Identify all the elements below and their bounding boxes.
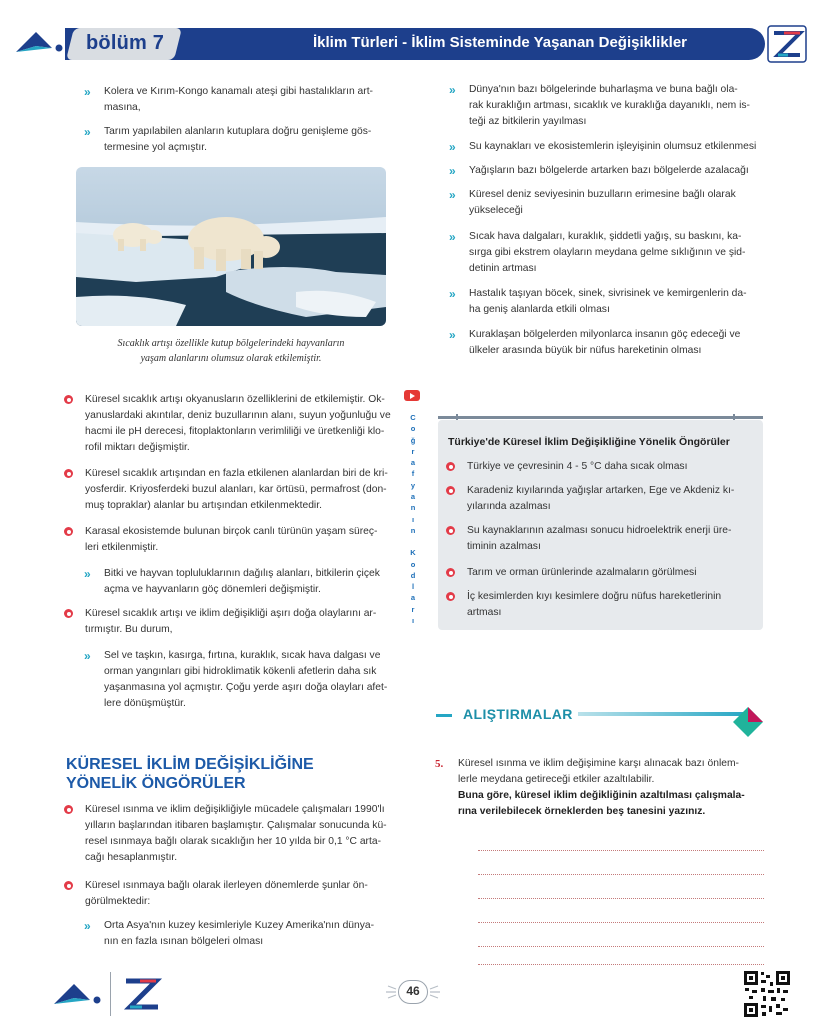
list-item: Küresel sıcaklık artışı okyanusların özelliklerini de etkilemiştir. Ok- yanuslardaki akıntılar, deniz buzullarının alanı, suyun yoğunluğu ve hacmi ile pH derecesi, fitoplaktonların verimliliği ve üretkenliği klo- rofil miktarı değişmiştir. — [85, 392, 391, 456]
answer-line[interactable] — [478, 964, 764, 965]
list-item: » Yağışların bazı bölgelerde artarken bazı bölgelerde azalacağı — [449, 164, 749, 178]
list-item: İç kesimlerden kıyı kesimlere doğru nüfus hareketlerinin artması — [467, 589, 721, 621]
chevron-right-icon: » — [84, 85, 91, 99]
list-item: » Tarım yapılabilen alanların kutuplara doğru genişleme gös- termesine yol açmıştır. — [84, 125, 372, 153]
bullet-icon — [64, 395, 73, 404]
brand-z-icon — [766, 24, 808, 64]
chevron-right-icon: » — [84, 919, 91, 933]
list-item: Küresel sıcaklık artışı ve iklim değişikliği aşırı doğa olaylarını ar- tırmıştır. Bu durum, — [85, 606, 376, 638]
answer-line[interactable] — [478, 898, 764, 899]
list-item: » Dünya'nın bazı bölgelerinde buharlaşma ve buna bağlı ola- rak kuraklığın artması, sıcaklık ve kuraklığa dayanıklı, nem is- teği az bitkilerin yayılması — [449, 83, 750, 127]
list-item: Tarım ve orman ürünlerinde azalmaların görülmesi — [467, 565, 697, 581]
exercise-rule-left — [436, 714, 452, 717]
brand-arrow-icon — [14, 26, 64, 62]
answer-line[interactable] — [478, 922, 764, 923]
section-title: KÜRESEL İKLİM DEĞİŞİKLİĞİNE YÖNELİK ÖNGÖRÜLER — [66, 756, 314, 792]
chevron-right-icon: » — [84, 567, 91, 581]
list-item: » Su kaynakları ve ekosistemlerin işleyişinin olumsuz etkilenmesi — [449, 140, 757, 154]
answer-line[interactable] — [478, 850, 764, 851]
bullet-icon — [64, 527, 73, 536]
vertical-label: C o ğ r a f y a n ı n K o d l a r ı — [410, 413, 416, 626]
answer-line[interactable] — [478, 946, 764, 947]
list-item: » Sıcak hava dalgaları, kuraklık, şiddetli yağış, su baskını, ka- sırga gibi ekstrem olayların meydana gelme sıklığının ve şid- detinin artması — [449, 230, 746, 274]
answer-line[interactable] — [478, 874, 764, 875]
diamond-icon — [732, 706, 764, 738]
brand-arrow-icon — [52, 978, 102, 1014]
brand-z-icon — [120, 974, 164, 1014]
chevron-right-icon: » — [449, 188, 456, 202]
list-item: » Hastalık taşıyan böcek, sinek, sivrisinek ve kemirgenlerin da- ha geniş alanlarda etkili olması — [449, 287, 747, 315]
bullet-icon — [446, 526, 455, 535]
list-item: » Bitki ve hayvan topluluklarının dağılış alanları, bitkilerin çiçek açma ve hayvanların göç dönemleri değişmiştir. — [84, 567, 380, 595]
list-item: Su kaynaklarının azalması sonucu hidroelektrik enerji üre- timinin azalması — [467, 523, 731, 555]
list-item: Türkiye ve çevresinin 4 - 5 °C daha sıcak olması — [467, 459, 687, 475]
qr-code[interactable] — [743, 970, 791, 1018]
youtube-icon[interactable] — [404, 390, 420, 401]
question-number: 5. — [435, 758, 444, 770]
list-item: » Küresel deniz seviyesinin buzulların erimesine bağlı olarak yükseleceği — [449, 188, 736, 216]
question-text: Küresel ısınma ve iklim değişimine karşı alınacak bazı önlem- lerle meydana getireceği etkiler azaltılabilir. Buna göre, küresel iklim değikliğinin azaltılması çalışmala- rına verilebilecek örneklerden beş tanesini yazınız. — [458, 758, 745, 817]
exercise-rule-right — [578, 712, 748, 716]
bullet-icon — [446, 462, 455, 471]
header-logo-right — [766, 24, 808, 64]
chevron-right-icon: » — [449, 328, 456, 342]
chevron-right-icon: » — [84, 125, 91, 139]
footer-logo-z — [120, 974, 164, 1014]
list-item: » Orta Asya'nın kuzey kesimleriyle Kuzey Amerika'nın dünya- nın en fazla ısınan bölgeleri olması — [84, 919, 375, 947]
chapter-label: bölüm 7 — [86, 32, 165, 54]
list-item: » Kuraklaşan bölgelerden milyonlarca insanın göç edeceği ve ülkeler arasında büyük bir nüfus hareketinin olması — [449, 328, 741, 356]
box-title: Türkiye'de Küresel İklim Değişikliğine Yönelik Öngörüler — [448, 436, 730, 448]
header-logo-left — [14, 26, 64, 62]
chevron-right-icon: » — [449, 164, 456, 178]
bullet-icon — [64, 609, 73, 618]
bullet-icon — [446, 592, 455, 601]
chevron-right-icon: » — [84, 649, 91, 663]
polar-bear-photo — [76, 167, 386, 326]
list-item: » Sel ve taşkın, kasırga, fırtına, kuraklık, sıcak hava dalgası ve orman yangınları gibi hidroklimatik kökenli afetlerin daha sık yaşanmasına yol açmıştır. Çoğu yerde aşırı doğa olayları afet- lere dönüşmüştür. — [84, 649, 388, 709]
page-title: İklim Türleri - İklim Sisteminde Yaşanan Değişiklikler — [312, 34, 688, 51]
list-item: Karadeniz kıyılarında yağışlar artarken, Ege ve Akdeniz kı- yılarında azalması — [467, 483, 734, 515]
list-item: » Kolera ve Kırım-Kongo kanamalı ateşi gibi hastalıkların art- masına, — [84, 85, 373, 113]
list-item: Küresel ısınma ve iklim değişikliğiyle mücadele çalışmaları 1990'lı yılların başlarından itibaren başlamıştır. Çalışmalar sonucunda kü- resel ısınmaya bağlı olarak sıcaklığın her 10 yılda bir 0,1 °C arta- cağı hesaplanmıştır. — [85, 802, 387, 866]
bullet-icon — [64, 805, 73, 814]
chevron-right-icon: » — [449, 287, 456, 301]
footer-divider — [110, 972, 111, 1016]
exercises-title: ALIŞTIRMALAR — [463, 706, 573, 722]
bullet-icon — [446, 568, 455, 577]
chevron-right-icon: » — [449, 140, 456, 154]
bullet-icon — [64, 881, 73, 890]
chevron-right-icon: » — [449, 230, 456, 244]
bullet-icon — [64, 469, 73, 478]
footer-logo-arrow — [52, 978, 102, 1014]
photo-caption: Sıcaklık artışı özellikle kutup bölgelerindeki hayvanların yaşam alanlarını olumsuz olarak etkilemiştir. — [117, 338, 345, 364]
list-item: Küresel ısınmaya bağlı olarak ilerleyen dönemlerde şunlar ön- görülmektedir: — [85, 878, 368, 910]
page-number: 46 — [398, 980, 428, 1004]
box-top-rule — [438, 416, 763, 419]
list-item: Karasal ekosistemde bulunan birçok canlı türünün yaşam süreç- leri etkilenmiştir. — [85, 524, 377, 556]
chevron-right-icon: » — [449, 83, 456, 97]
list-item: Küresel sıcaklık artışından en fazla etkilenen alanlardan biri de kri- yosferdir. Kriyosferdeki buzul alanları, kar örtüsü, permafrost (don- muş topraklar) alanlar bu artışından etkilenmektedir. — [85, 466, 388, 514]
bullet-icon — [446, 486, 455, 495]
